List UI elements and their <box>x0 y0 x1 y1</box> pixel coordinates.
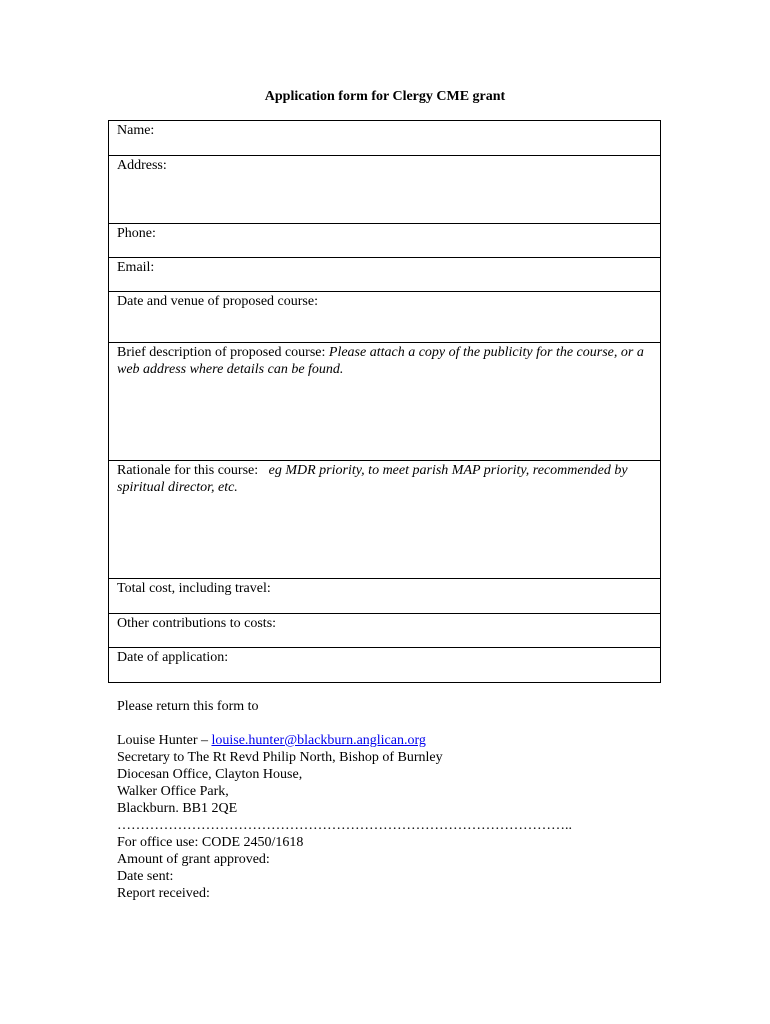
date-of-application-label: Date of application: <box>117 650 229 665</box>
application-form-table <box>108 120 661 683</box>
address-field[interactable] <box>109 156 660 224</box>
form-title: Application form for Clergy CME grant <box>264 89 506 104</box>
date-venue-label: Date and venue of proposed course: <box>117 294 318 309</box>
email-label: Email: <box>117 260 155 275</box>
contact-email-link[interactable]: louise.hunter@blackburn.anglican.org <box>211 733 426 748</box>
name-field[interactable] <box>109 121 660 156</box>
total-cost-label: Total cost, including travel: <box>117 581 271 596</box>
rationale-field[interactable] <box>109 461 660 579</box>
separator-line: …………………………………………………………………………………….. <box>117 818 572 833</box>
rationale-label: Rationale for this course: <box>117 463 269 478</box>
brief-description-note: Please attach a copy of the publicity for the course, or a web address where details can be found. <box>117 345 644 377</box>
brief-description-field[interactable] <box>109 343 660 461</box>
address-line-2: Diocesan Office, Clayton House, <box>117 767 303 782</box>
phone-label: Phone: <box>117 226 156 241</box>
address-line-1: Secretary to The Rt Revd Philip North, Bishop of Burnley <box>117 750 443 765</box>
date-sent-label: Date sent: <box>117 869 174 884</box>
other-contributions-field[interactable] <box>109 614 660 648</box>
return-heading: Please return this form to <box>117 699 259 714</box>
rationale-note: eg MDR priority, to meet parish MAP priority, recommended by spiritual director, etc. <box>117 463 628 495</box>
date-venue-field[interactable] <box>109 292 660 343</box>
total-cost-field[interactable] <box>109 579 660 614</box>
contact-line <box>117 732 677 749</box>
email-field[interactable] <box>109 258 660 292</box>
date-of-application-field[interactable] <box>109 648 660 682</box>
name-label: Name: <box>117 123 155 138</box>
return-instructions <box>117 698 677 902</box>
phone-field[interactable] <box>109 224 660 258</box>
other-contributions-label: Other contributions to costs: <box>117 616 277 631</box>
report-received-label: Report received: <box>117 886 210 901</box>
office-use-code: For office use: CODE 2450/1618 <box>117 835 304 850</box>
address-label: Address: <box>117 158 167 173</box>
spacer <box>117 715 677 732</box>
contact-name: Louise Hunter – <box>117 733 212 748</box>
brief-description-label: Brief description of proposed course: <box>117 345 329 360</box>
address-line-3: Walker Office Park, <box>117 784 229 799</box>
address-line-4: Blackburn. BB1 2QE <box>117 801 238 816</box>
grant-approved-label: Amount of grant approved: <box>117 852 270 867</box>
